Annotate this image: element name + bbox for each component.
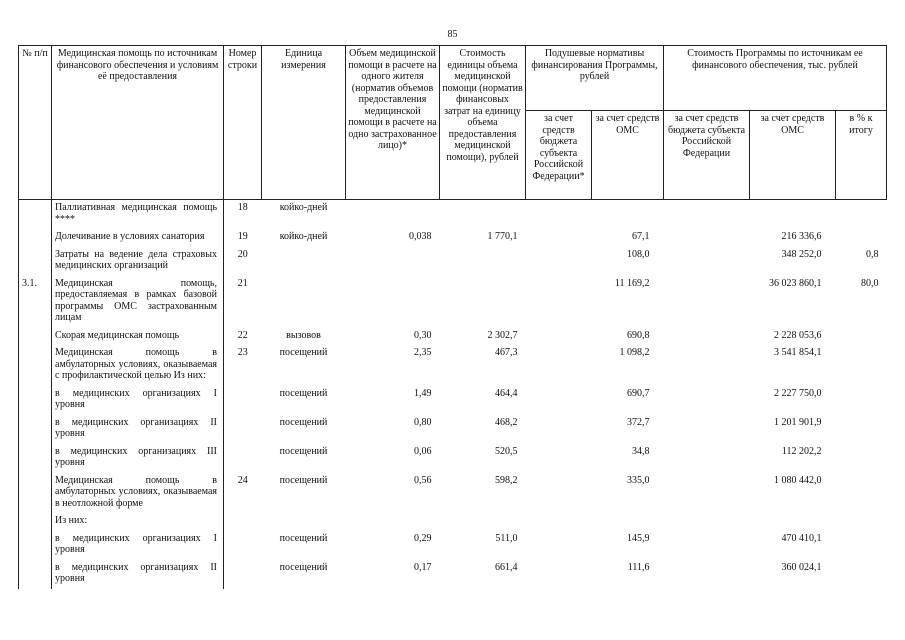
header-group-cost: Стоимость Программы по источникам ее финансового обеспечения, тыс. рублей	[664, 46, 887, 111]
row-line-number: 22	[237, 329, 248, 341]
row-cost-pct: 0,8	[866, 248, 879, 260]
row-unit-cost	[440, 513, 526, 531]
row-unit-cost: 2 302,7	[487, 329, 518, 341]
row-cost-budget	[664, 473, 750, 514]
row-cost-oms: 348 252,0	[781, 248, 822, 260]
row-norm-budget	[526, 229, 592, 247]
table-row	[19, 473, 887, 514]
row-volume: 0,038	[409, 231, 432, 242]
table-row	[19, 415, 887, 444]
row-volume	[346, 247, 440, 276]
row-name: в медицинских организациях I уровня	[52, 531, 224, 560]
row-unit-cost: 468,2	[495, 416, 518, 428]
row-norm-oms: 1 098,2	[619, 347, 650, 358]
row-volume: 0,56	[414, 474, 432, 486]
row-cost-pct	[836, 513, 887, 531]
row-name: в медицинских организациях II уровня	[52, 415, 224, 444]
row-line-number: 20	[237, 248, 248, 260]
row-number	[19, 560, 52, 589]
table-row	[19, 345, 887, 386]
row-unit-cost: 464,4	[495, 387, 518, 399]
row-unit: посещений	[279, 445, 328, 457]
program-cost-table	[18, 45, 887, 589]
row-norm-oms: 111,6	[627, 561, 650, 573]
row-norm-budget	[526, 200, 592, 230]
row-norm-oms: 690,8	[627, 329, 650, 341]
table-row	[19, 229, 887, 247]
row-name: Из них:	[52, 513, 224, 531]
table-row	[19, 386, 887, 415]
row-unit: койко-дней	[279, 202, 328, 213]
row-cost-pct	[836, 444, 887, 473]
header-cost-oms: за счет средств ОМС	[750, 111, 836, 200]
row-cost-pct	[836, 473, 887, 514]
row-cost-budget	[664, 560, 750, 589]
header-group-norms: Подушевые нормативы финансирования Программы, рублей	[526, 46, 664, 111]
row-cost-oms	[750, 200, 836, 230]
row-unit: койко-дней	[279, 231, 328, 242]
table-row	[19, 247, 887, 276]
row-cost-budget	[664, 247, 750, 276]
row-volume	[346, 200, 440, 230]
row-name: Паллиативная медицинская помощь ****	[52, 200, 224, 230]
row-cost-oms: 1 080 442,0	[774, 474, 822, 486]
header-norm-budget: за счет средств бюджета субъекта Российской Федерации*	[526, 111, 592, 200]
row-name: Затраты на ведение дела страховых медицинских организаций	[52, 247, 224, 276]
row-norm-budget	[526, 386, 592, 415]
row-line-number: 23	[237, 347, 248, 358]
row-cost-budget	[664, 328, 750, 346]
row-unit-cost: 511,0	[495, 532, 518, 544]
row-number	[19, 386, 52, 415]
row-cost-pct: 80,0	[861, 277, 879, 289]
row-volume: 0,29	[414, 532, 432, 544]
row-name: Медицинская помощь в амбулаторных условиях, оказываемая в неотложной форме	[52, 473, 224, 514]
row-cost-oms: 1 201 901,9	[774, 416, 822, 428]
header-row-1	[19, 46, 887, 111]
row-cost-budget	[664, 200, 750, 230]
row-unit: посещений	[279, 561, 328, 573]
row-unit-cost: 1 770,1	[487, 231, 518, 242]
table-row	[19, 200, 887, 230]
row-line-number: 21	[237, 277, 248, 289]
row-cost-pct	[836, 229, 887, 247]
row-norm-budget	[526, 560, 592, 589]
row-unit-cost: 520,5	[495, 445, 518, 457]
row-line-number	[224, 415, 262, 444]
row-norm-budget	[526, 531, 592, 560]
row-norm-budget	[526, 276, 592, 328]
row-norm-budget	[526, 415, 592, 444]
row-unit-cost	[440, 247, 526, 276]
row-norm-budget	[526, 444, 592, 473]
row-line-number	[224, 386, 262, 415]
row-name: Медицинская помощь, предоставляемая в рамках базовой программы ОМС застрахованным лицам	[52, 276, 224, 328]
row-cost-budget	[664, 229, 750, 247]
row-norm-budget	[526, 345, 592, 386]
row-cost-pct	[836, 386, 887, 415]
row-name: Медицинская помощь в амбулаторных условиях, оказываемая с профилактической целью Из них:	[52, 345, 224, 386]
row-cost-pct	[836, 328, 887, 346]
row-unit: вызовов	[286, 329, 321, 341]
table-row	[19, 560, 887, 589]
header-cost-budget: за счет средств бюджета субъекта Российской Федерации	[664, 111, 750, 200]
row-unit-cost	[440, 200, 526, 230]
row-cost-oms	[750, 513, 836, 531]
row-unit: посещений	[279, 532, 328, 544]
row-cost-pct	[836, 415, 887, 444]
row-line-number	[224, 444, 262, 473]
table-body	[19, 200, 887, 589]
row-number	[19, 444, 52, 473]
row-line-number: 18	[237, 202, 248, 213]
row-volume	[346, 513, 440, 531]
row-norm-oms: 145,9	[627, 532, 650, 544]
row-name: в медицинских организациях III уровня	[52, 444, 224, 473]
table-row	[19, 444, 887, 473]
header-name: Медицинская помощь по источникам финансового обеспечения и условиям её предоставления	[52, 46, 224, 200]
row-norm-budget	[526, 247, 592, 276]
row-unit-cost: 661,4	[495, 561, 518, 573]
row-volume: 0,30	[414, 329, 432, 341]
header-cost: Стоимость единицы объема медицинской помощи (норматив финансовых затрат на единицу объема предоставления медицинской помощи), рублей	[440, 46, 526, 200]
header-num: № п/п	[19, 46, 52, 200]
row-number	[19, 415, 52, 444]
row-name: в медицинских организациях II уровня	[52, 560, 224, 589]
row-number: 3.1.	[19, 276, 52, 328]
row-norm-oms: 11 169,2	[614, 277, 650, 289]
row-norm-oms: 34,8	[632, 445, 650, 457]
row-line-number	[224, 531, 262, 560]
row-volume: 0,06	[414, 445, 432, 457]
row-unit	[262, 247, 346, 276]
row-number	[19, 513, 52, 531]
row-volume: 0,17	[414, 561, 432, 573]
row-unit: посещений	[279, 474, 328, 486]
row-unit	[262, 513, 346, 531]
row-volume	[346, 276, 440, 328]
row-number	[19, 345, 52, 386]
row-number	[19, 473, 52, 514]
row-norm-oms: 108,0	[627, 248, 650, 260]
header-unit: Единица измерения	[262, 46, 346, 200]
row-cost-oms: 360 024,1	[781, 561, 822, 573]
row-cost-pct	[836, 200, 887, 230]
row-cost-oms: 216 336,6	[781, 231, 822, 242]
row-number	[19, 531, 52, 560]
row-cost-oms: 112 202,2	[781, 445, 822, 457]
row-cost-oms: 36 023 860,1	[769, 277, 822, 289]
row-name: в медицинских организациях I уровня	[52, 386, 224, 415]
row-cost-oms: 3 541 854,1	[774, 347, 822, 358]
row-unit: посещений	[279, 347, 328, 358]
row-norm-oms	[592, 200, 664, 230]
row-unit-cost	[440, 276, 526, 328]
row-norm-budget	[526, 473, 592, 514]
row-norm-oms: 690,7	[627, 387, 650, 399]
row-norm-oms: 67,1	[632, 231, 650, 242]
row-number	[19, 247, 52, 276]
row-unit-cost: 467,3	[495, 347, 518, 358]
row-line-number	[224, 513, 262, 531]
row-line-number: 24	[237, 474, 248, 486]
row-cost-budget	[664, 531, 750, 560]
row-norm-budget	[526, 328, 592, 346]
table-row	[19, 276, 887, 328]
row-unit: посещений	[279, 416, 328, 428]
row-volume: 0,80	[414, 416, 432, 428]
row-cost-oms: 2 228 053,6	[774, 329, 822, 341]
table-row	[19, 328, 887, 346]
row-line-number: 19	[237, 231, 248, 242]
row-norm-budget	[526, 513, 592, 531]
row-volume: 1,49	[414, 387, 432, 399]
row-norm-oms	[592, 513, 664, 531]
row-line-number	[224, 560, 262, 589]
header-row: Номер строки	[224, 46, 262, 200]
row-cost-budget	[664, 386, 750, 415]
row-unit: посещений	[279, 387, 328, 399]
row-unit-cost: 598,2	[495, 474, 518, 486]
row-unit	[262, 276, 346, 328]
row-cost-budget	[664, 276, 750, 328]
row-cost-pct	[836, 531, 887, 560]
row-cost-budget	[664, 444, 750, 473]
row-cost-budget	[664, 415, 750, 444]
row-cost-oms: 2 227 750,0	[774, 387, 822, 399]
header-norm-oms: за счет средств ОМС	[592, 111, 664, 200]
row-cost-oms: 470 410,1	[781, 532, 822, 544]
row-cost-pct	[836, 560, 887, 589]
row-name: Скорая медицинская помощь	[52, 328, 224, 346]
table-row	[19, 531, 887, 560]
row-cost-budget	[664, 345, 750, 386]
row-name: Долечивание в условиях санатория	[52, 229, 224, 247]
header-volume: Объем медицинской помощи в расчете на одного жителя (норматив объемов предоставления медицинской помощи в расчете на одно застрахованное лицо)*	[346, 46, 440, 200]
row-volume: 2,35	[414, 347, 432, 358]
header-cost-pct: в % к итогу	[836, 111, 887, 200]
row-norm-oms: 335,0	[627, 474, 650, 486]
row-norm-oms: 372,7	[627, 416, 650, 428]
row-cost-pct	[836, 345, 887, 386]
page-number: 85	[447, 29, 458, 40]
row-number	[19, 229, 52, 247]
table-row	[19, 513, 887, 531]
row-number	[19, 328, 52, 346]
row-number	[19, 200, 52, 230]
row-cost-budget	[664, 513, 750, 531]
